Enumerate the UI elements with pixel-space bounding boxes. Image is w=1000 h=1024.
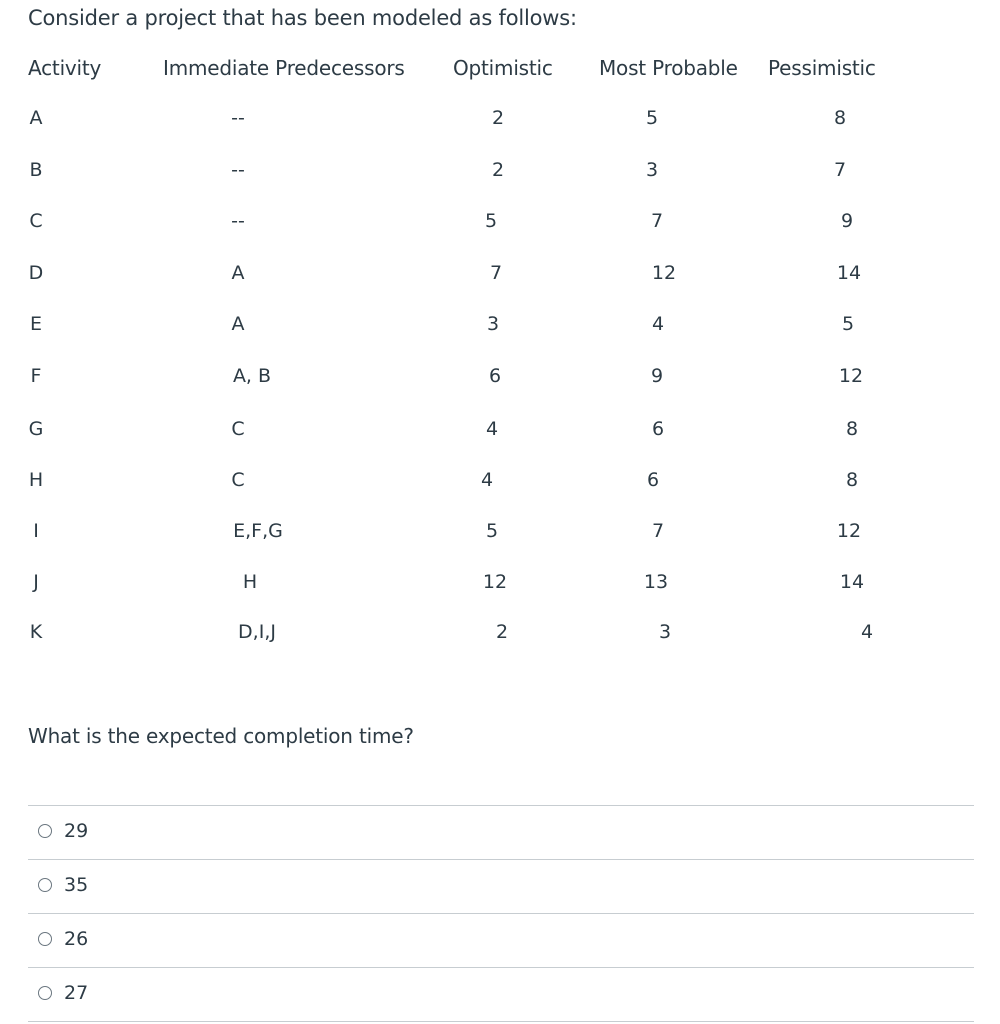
cell-most-probable: 6	[646, 469, 660, 491]
answer-label[interactable]: 27	[64, 982, 89, 1004]
answer-option[interactable]	[28, 806, 974, 860]
cell-optimistic: 3	[486, 313, 500, 335]
cell-optimistic: 2	[495, 621, 509, 643]
cell-predecessors: A	[231, 313, 245, 335]
cell-activity: I	[33, 520, 39, 542]
header-pessimistic: Pessimistic	[768, 56, 876, 80]
cell-optimistic: 5	[485, 520, 499, 542]
cell-pessimistic: 14	[836, 262, 862, 284]
header-activity: Activity	[28, 56, 102, 80]
cell-activity: E	[29, 313, 43, 335]
cell-most-probable: 9	[650, 365, 664, 387]
cell-pessimistic: 12	[836, 520, 862, 542]
cell-pessimistic: 9	[840, 210, 854, 232]
cell-pessimistic: 8	[845, 469, 859, 491]
cell-predecessors: C	[231, 469, 245, 491]
cell-most-probable: 3	[645, 159, 659, 181]
cell-predecessors: C	[231, 418, 245, 440]
cell-predecessors: A, B	[232, 365, 272, 387]
cell-most-probable: 3	[658, 621, 672, 643]
cell-pessimistic: 7	[833, 159, 847, 181]
cell-pessimistic: 14	[839, 571, 865, 593]
answer-option[interactable]	[28, 860, 974, 914]
cell-activity: B	[29, 159, 43, 181]
cell-activity: A	[29, 107, 43, 129]
cell-most-probable: 7	[651, 520, 665, 542]
answer-list	[28, 805, 974, 1022]
radio-button[interactable]	[38, 878, 52, 892]
question-text: What is the expected completion time?	[28, 724, 414, 748]
cell-optimistic: 5	[484, 210, 498, 232]
cell-pessimistic: 12	[838, 365, 864, 387]
cell-pessimistic: 8	[833, 107, 847, 129]
cell-predecessors: E,F,G	[233, 520, 283, 542]
cell-optimistic: 2	[491, 159, 505, 181]
cell-predecessors: H	[242, 571, 258, 593]
cell-most-probable: 12	[651, 262, 677, 284]
cell-predecessors: A	[231, 262, 245, 284]
radio-button[interactable]	[38, 932, 52, 946]
cell-activity: D	[28, 262, 44, 284]
answer-label[interactable]: 26	[64, 928, 89, 950]
header-optimistic: Optimistic	[453, 56, 553, 80]
cell-activity: F	[30, 365, 42, 387]
cell-most-probable: 5	[645, 107, 659, 129]
cell-optimistic: 6	[488, 365, 502, 387]
cell-most-probable: 4	[651, 313, 665, 335]
cell-optimistic: 4	[480, 469, 494, 491]
answer-label[interactable]: 29	[64, 820, 89, 842]
cell-pessimistic: 5	[841, 313, 855, 335]
cell-predecessors: --	[231, 159, 245, 181]
cell-activity: K	[29, 621, 43, 643]
cell-activity: H	[28, 469, 44, 491]
cell-predecessors: --	[231, 107, 245, 129]
cell-most-probable: 7	[650, 210, 664, 232]
cell-most-probable: 13	[643, 571, 669, 593]
header-predecessors: Immediate Predecessors	[163, 56, 405, 80]
cell-predecessors: D,I,J	[238, 621, 276, 643]
cell-optimistic: 4	[485, 418, 499, 440]
radio-button[interactable]	[38, 986, 52, 1000]
cell-optimistic: 7	[489, 262, 503, 284]
cell-activity: J	[33, 571, 39, 593]
header-most-probable: Most Probable	[599, 56, 738, 80]
cell-activity: C	[29, 210, 43, 232]
cell-pessimistic: 8	[845, 418, 859, 440]
cell-optimistic: 2	[491, 107, 505, 129]
cell-optimistic: 12	[482, 571, 508, 593]
answer-option[interactable]	[28, 968, 974, 1022]
cell-pessimistic: 4	[860, 621, 874, 643]
answer-label[interactable]: 35	[64, 874, 89, 896]
cell-activity: G	[28, 418, 44, 440]
cell-most-probable: 6	[651, 418, 665, 440]
question-intro: Consider a project that has been modeled as follows:	[28, 6, 577, 30]
answer-option[interactable]	[28, 914, 974, 968]
radio-button[interactable]	[38, 824, 52, 838]
cell-predecessors: --	[231, 210, 245, 232]
